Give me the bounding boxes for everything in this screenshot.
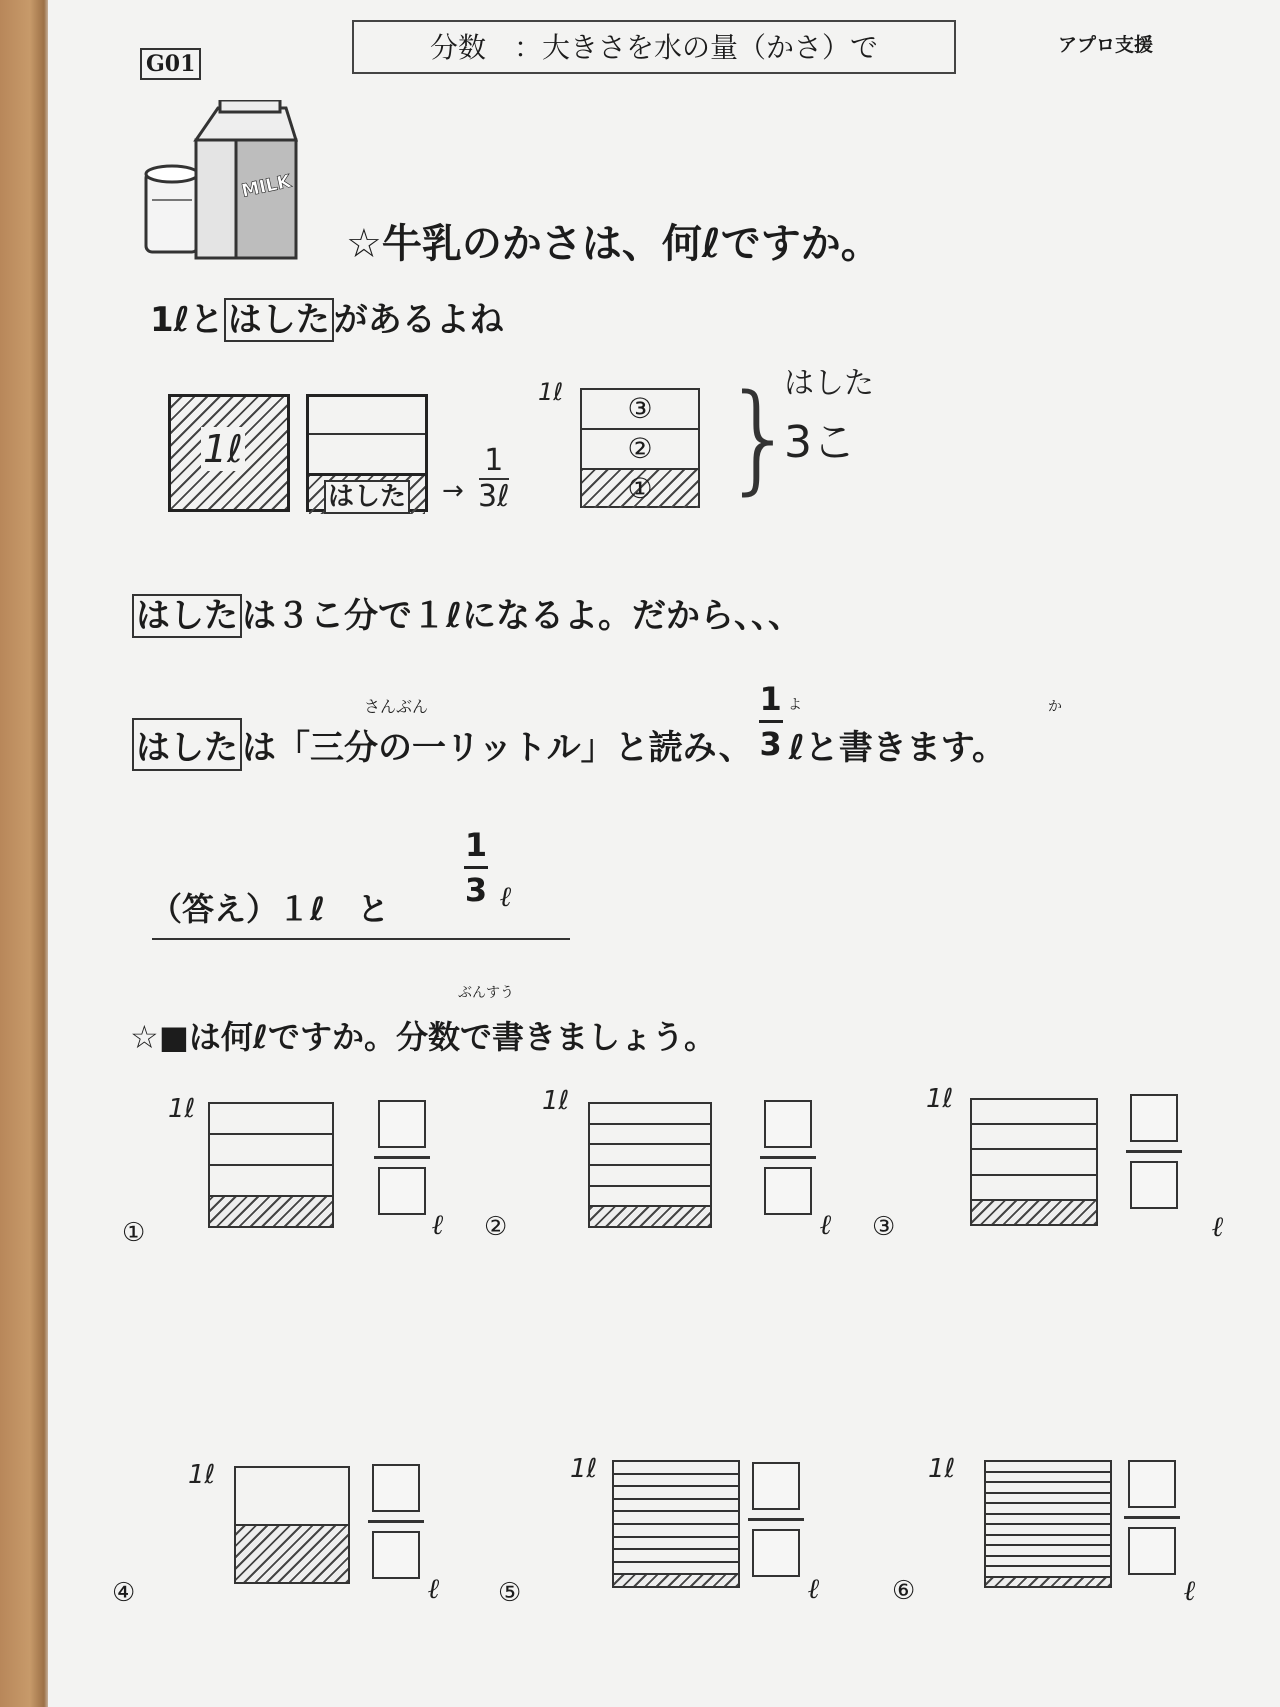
bar-part <box>590 1185 710 1206</box>
hashita-fraction <box>478 444 509 514</box>
answer-fraction-boxes <box>374 1100 430 1215</box>
answer-fraction-boxes <box>760 1100 816 1215</box>
answer-fraction-boxes <box>748 1462 804 1577</box>
ruby-ka: か <box>1048 699 1062 715</box>
answer-fraction-boxes <box>1126 1094 1182 1209</box>
bar-part <box>614 1498 738 1511</box>
fraction-bar <box>368 1520 424 1523</box>
bar-part <box>972 1174 1096 1199</box>
explain-2-post: ℓと書きます。 <box>788 728 1007 768</box>
three-part-bar <box>580 388 700 508</box>
liter-unit: ℓ <box>808 1572 820 1605</box>
numerator-input-box[interactable] <box>1130 1094 1178 1142</box>
liter-unit: ℓ <box>428 1572 440 1605</box>
segment-3: ③ <box>627 392 653 425</box>
explain-frac-bar <box>759 720 783 723</box>
denominator-input-box[interactable] <box>764 1167 812 1215</box>
bar-part <box>986 1523 1110 1534</box>
liter-bar <box>208 1102 334 1228</box>
numerator-input-box[interactable] <box>764 1100 812 1148</box>
answer-frac <box>464 826 488 909</box>
shaded-part <box>236 1524 348 1582</box>
bar-part <box>986 1565 1110 1576</box>
problem-number: ⑤ <box>498 1578 522 1608</box>
numerator-input-box[interactable] <box>1128 1460 1176 1508</box>
bar-part <box>614 1536 738 1549</box>
bar-part <box>614 1473 738 1486</box>
problem-bar-label: 1ℓ <box>928 1454 956 1484</box>
shaded-part <box>210 1195 332 1226</box>
explain-frac-den: 3 <box>759 725 782 763</box>
bar-part <box>972 1100 1096 1123</box>
bar-part <box>986 1544 1110 1555</box>
hand-hashita: はした <box>784 366 874 401</box>
segment-1: ① <box>582 468 698 508</box>
problem-number: ④ <box>112 1578 136 1608</box>
bar-part <box>590 1123 710 1144</box>
explain-1-hashita-box: はした <box>132 594 242 638</box>
bar-part <box>590 1164 710 1185</box>
numerator-input-box[interactable] <box>752 1462 800 1510</box>
explain-frac-num: 1 <box>759 680 782 718</box>
one-liter-square <box>168 394 290 512</box>
bar-part <box>972 1123 1096 1148</box>
problem-number: ③ <box>872 1212 896 1242</box>
one-liter-label: 1ℓ <box>203 427 243 471</box>
bar-part <box>236 1468 348 1524</box>
shaded-part <box>986 1576 1110 1587</box>
problem-bar-label: 1ℓ <box>188 1460 216 1490</box>
intro-line <box>150 292 504 341</box>
denominator-input-box[interactable] <box>378 1167 426 1215</box>
bar-part <box>614 1485 738 1498</box>
answer-underline <box>152 938 570 940</box>
numerator-input-box[interactable] <box>378 1100 426 1148</box>
bar-part <box>210 1104 332 1133</box>
fraction-bar <box>1126 1150 1182 1153</box>
denominator-input-box[interactable] <box>1128 1527 1176 1575</box>
bar-part <box>614 1561 738 1574</box>
liter-bar <box>234 1466 350 1584</box>
bar-part <box>986 1513 1110 1524</box>
hashita-part-label: はした <box>324 480 410 514</box>
bar-part <box>614 1462 738 1473</box>
liter-unit: ℓ <box>1212 1210 1224 1243</box>
arrow-icon: → <box>442 476 464 506</box>
bar-part <box>614 1510 738 1523</box>
answer-label: （答え）１ℓ と <box>150 890 390 928</box>
liter-bar <box>984 1460 1112 1588</box>
ruby-bunsuu: ぶんすう <box>458 985 514 1001</box>
problem-bar-label: 1ℓ <box>570 1454 598 1484</box>
shaded-part <box>972 1199 1096 1224</box>
answer-frac-num: 1 <box>464 826 488 864</box>
liter-unit: ℓ <box>432 1208 444 1241</box>
fraction-bar <box>748 1518 804 1521</box>
brace-icon: } <box>722 368 798 506</box>
liter-bar <box>588 1102 712 1228</box>
denominator-input-box[interactable] <box>1130 1161 1178 1209</box>
milk-label: MILK <box>239 170 293 202</box>
bar-part <box>986 1481 1110 1492</box>
shaded-part <box>590 1205 710 1226</box>
hashita-frac-den: 3ℓ <box>478 479 510 514</box>
bar-part <box>986 1462 1110 1471</box>
fraction-bar <box>374 1156 430 1159</box>
worksheet-title: 分数 ：大きさを水の量（かさ）で <box>352 20 956 74</box>
shaded-part <box>614 1573 738 1586</box>
hashita-part <box>309 476 425 514</box>
answer-frac-bar <box>464 866 488 869</box>
liter-unit: ℓ <box>820 1208 832 1241</box>
bar-part <box>986 1534 1110 1545</box>
bar-part <box>590 1104 710 1123</box>
answer-unit: ℓ <box>500 880 512 913</box>
milk-carton-icon <box>196 100 296 258</box>
answer-frac-den: 3 <box>464 871 488 909</box>
hashita-frac-num: 1 <box>484 443 504 478</box>
problem-bar-label: 1ℓ <box>542 1086 570 1116</box>
bar-part <box>986 1502 1110 1513</box>
question-2-text: ☆■は何ℓですか。分数で書きましょう。 <box>130 1018 717 1056</box>
hand-3ko: 3こ <box>784 417 856 468</box>
explain-fraction <box>759 680 783 763</box>
bar-part <box>210 1133 332 1164</box>
liter-unit: ℓ <box>1184 1574 1196 1607</box>
segment-2: ② <box>582 428 698 468</box>
bar-part <box>210 1164 332 1195</box>
bar-part <box>614 1523 738 1536</box>
ruby-yo: よ <box>788 697 802 713</box>
liter-bar <box>970 1098 1098 1226</box>
problem-number: ① <box>122 1218 146 1248</box>
explain-2-pre: は「三分の一リットル」と読み、 <box>242 728 753 768</box>
explain-1-rest: は３こ分で１ℓになるよ。だから、、、 <box>242 596 803 636</box>
intro-hashita-box: はした <box>224 298 334 342</box>
intro-post: があるよね <box>333 300 504 340</box>
worksheet-code: G01 <box>140 48 201 80</box>
liter-bar <box>612 1460 740 1588</box>
answer-fraction-boxes <box>1124 1460 1180 1575</box>
question-1-text: ☆牛乳のかさは、何ℓですか。 <box>346 221 881 267</box>
bar-part <box>590 1143 710 1164</box>
problem-bar-label: 1ℓ <box>926 1084 954 1114</box>
denominator-input-box[interactable] <box>752 1529 800 1577</box>
glass-icon <box>146 166 198 252</box>
problem-number: ② <box>484 1212 508 1242</box>
explain-line-1 <box>132 588 802 637</box>
answer-fraction-boxes <box>368 1464 424 1579</box>
denominator-input-box[interactable] <box>372 1531 420 1579</box>
bar-part <box>986 1471 1110 1482</box>
fraction-bar <box>1124 1516 1180 1519</box>
explain-2-hashita-box: はした <box>132 718 242 771</box>
publisher-label: アプロ支援 <box>1058 34 1154 56</box>
bar-part <box>986 1555 1110 1566</box>
problem-bar-label: 1ℓ <box>168 1094 196 1124</box>
intro-pre: 1ℓと <box>150 300 224 340</box>
bar-part <box>986 1492 1110 1503</box>
empty-part-1 <box>309 397 425 435</box>
milk-carton-illustration <box>138 100 298 265</box>
fraction-bar <box>760 1156 816 1159</box>
answer-fraction <box>464 826 488 909</box>
empty-part-2 <box>309 435 425 476</box>
bar-1l-label: 1ℓ <box>538 378 564 406</box>
hashita-container <box>306 394 428 512</box>
problem-number: ⑥ <box>892 1576 916 1606</box>
bar-part <box>972 1148 1096 1173</box>
ruby-sanbun: さんぶん <box>364 697 429 716</box>
bar-part <box>614 1548 738 1561</box>
numerator-input-box[interactable] <box>372 1464 420 1512</box>
